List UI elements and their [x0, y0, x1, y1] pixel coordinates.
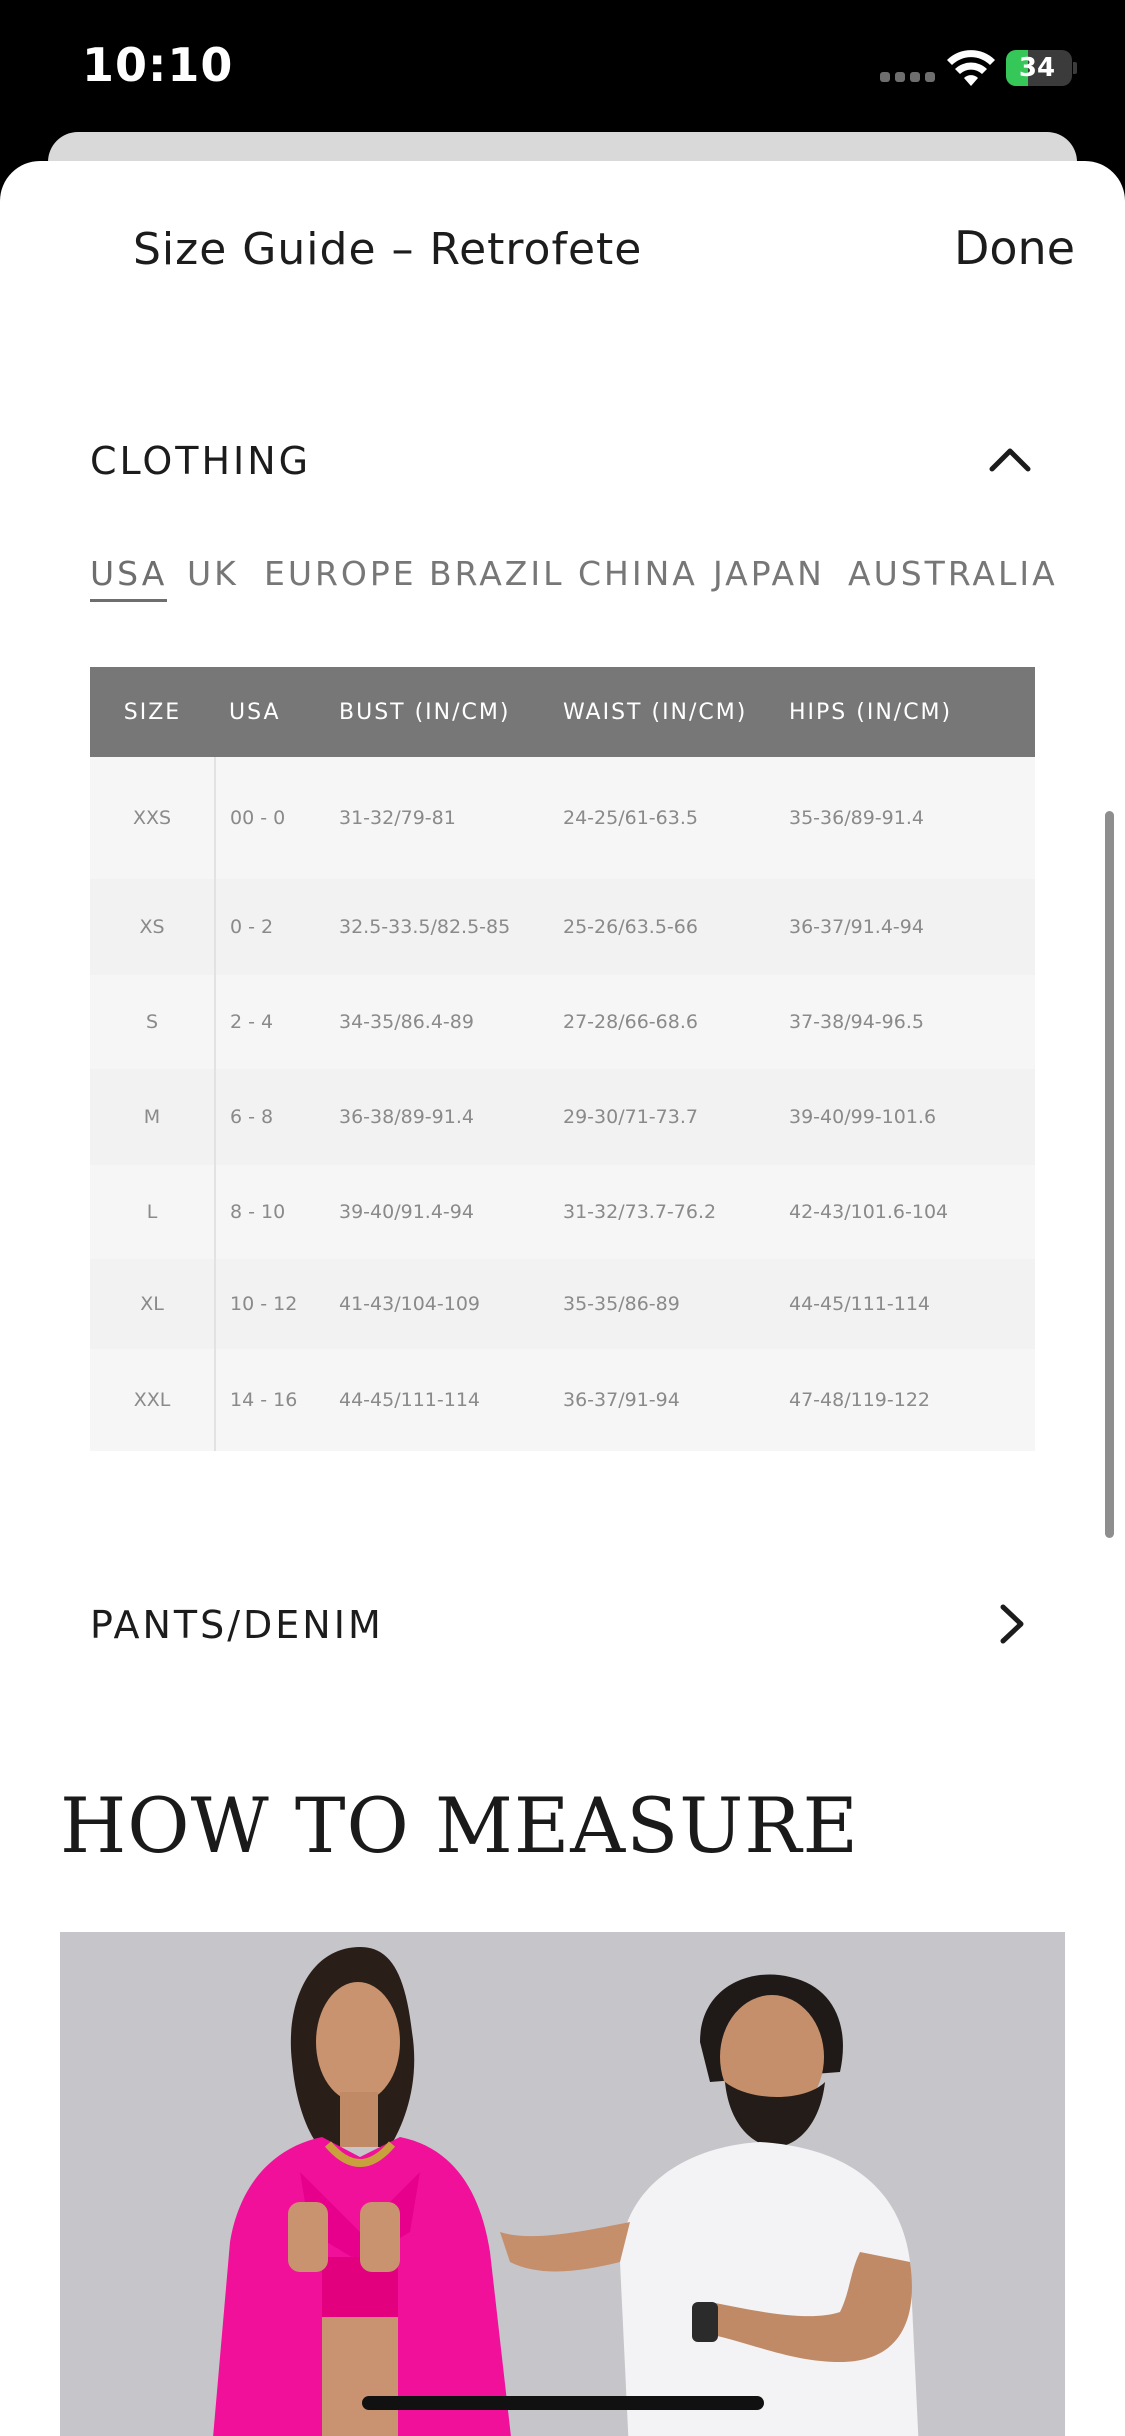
table-row [90, 1349, 1035, 1451]
table-cell: 00 - 0 [215, 757, 325, 879]
table-cell: 37-38/94-96.5 [775, 975, 1035, 1069]
table-cell: M [90, 1069, 215, 1165]
table-cell: 39-40/91.4-94 [325, 1165, 549, 1259]
table-cell: 44-45/111-114 [325, 1349, 549, 1451]
chevron-up-icon[interactable] [985, 435, 1035, 485]
table-cell: 34-35/86.4-89 [325, 975, 549, 1069]
table-row [90, 1259, 1035, 1349]
table-cell: 14 - 16 [215, 1349, 325, 1451]
tab-europe[interactable]: EUROPE [264, 554, 417, 593]
table-cell: XL [90, 1259, 215, 1349]
table-cell: XXL [90, 1349, 215, 1451]
table-row [90, 757, 1035, 879]
table-cell: 39-40/99-101.6 [775, 1069, 1035, 1165]
chevron-right-icon[interactable] [985, 1599, 1035, 1649]
table-cell: L [90, 1165, 215, 1259]
models-illustration [60, 1932, 1065, 2436]
pants-section-title: PANTS/DENIM [90, 1603, 384, 1647]
table-cell: XS [90, 879, 215, 975]
table-cell: 25-26/63.5-66 [549, 879, 775, 975]
table-cell: S [90, 975, 215, 1069]
wifi-icon [946, 50, 996, 88]
table-cell: 47-48/119-122 [775, 1349, 1035, 1451]
table-cell: 42-43/101.6-104 [775, 1165, 1035, 1259]
table-cell: 41-43/104-109 [325, 1259, 549, 1349]
table-cell: 27-28/66-68.6 [549, 975, 775, 1069]
sheet-title: Size Guide – Retrofete [133, 224, 643, 275]
status-bar [0, 0, 1125, 130]
table-cell: 29-30/71-73.7 [549, 1069, 775, 1165]
table-cell: 31-32/73.7-76.2 [549, 1165, 775, 1259]
table-cell: 44-45/111-114 [775, 1259, 1035, 1349]
table-row [90, 1069, 1035, 1165]
table-cell: 2 - 4 [215, 975, 325, 1069]
table-row [90, 879, 1035, 975]
tab-australia[interactable]: AUSTRALIA [848, 554, 1058, 593]
battery-level-text: 34 [1018, 53, 1056, 83]
table-cell: 32.5-33.5/82.5-85 [325, 879, 549, 975]
size-table [90, 667, 1036, 1451]
table-cell: 10 - 12 [215, 1259, 325, 1349]
size-guide-sheet [0, 161, 1125, 2436]
how-to-measure-photo [60, 1932, 1065, 2436]
tab-japan[interactable]: JAPAN [713, 554, 825, 593]
home-indicator[interactable] [362, 2396, 764, 2410]
table-header-row [90, 667, 1035, 757]
header-waist: WAIST (IN/CM) [549, 667, 775, 757]
pants-section-header[interactable] [90, 1589, 1035, 1659]
table-cell: 35-35/86-89 [549, 1259, 775, 1349]
signal-icon [880, 72, 936, 84]
table-cell: 6 - 8 [215, 1069, 325, 1165]
table-cell: 31-32/79-81 [325, 757, 549, 879]
tab-usa[interactable]: USA [90, 554, 167, 602]
table-cell: 36-37/91-94 [549, 1349, 775, 1451]
header-hips: HIPS (IN/CM) [775, 667, 1035, 757]
table-row [90, 975, 1035, 1069]
tab-brazil[interactable]: BRAZIL [429, 554, 565, 593]
table-cell: 36-38/89-91.4 [325, 1069, 549, 1165]
clothing-section-header[interactable] [90, 425, 1035, 495]
status-time: 10:10 [82, 38, 234, 92]
tab-china[interactable]: CHINA [578, 554, 698, 593]
how-to-measure-title: HOW TO MEASURE [60, 1781, 860, 1870]
region-tabs [90, 554, 1058, 614]
table-cell: XXS [90, 757, 215, 879]
table-row [90, 1165, 1035, 1259]
battery-icon [1006, 50, 1076, 86]
header-usa: USA [215, 667, 325, 757]
table-cell: 8 - 10 [215, 1165, 325, 1259]
table-cell: 35-36/89-91.4 [775, 757, 1035, 879]
scroll-indicator[interactable] [1105, 811, 1114, 1538]
clothing-section-title: CLOTHING [90, 439, 312, 483]
table-cell: 36-37/91.4-94 [775, 879, 1035, 975]
tab-uk[interactable]: UK [187, 554, 239, 593]
done-button[interactable]: Done [953, 221, 1075, 275]
header-bust: BUST (IN/CM) [325, 667, 549, 757]
table-cell: 24-25/61-63.5 [549, 757, 775, 879]
table-cell: 0 - 2 [215, 879, 325, 975]
header-size: SIZE [90, 667, 215, 757]
